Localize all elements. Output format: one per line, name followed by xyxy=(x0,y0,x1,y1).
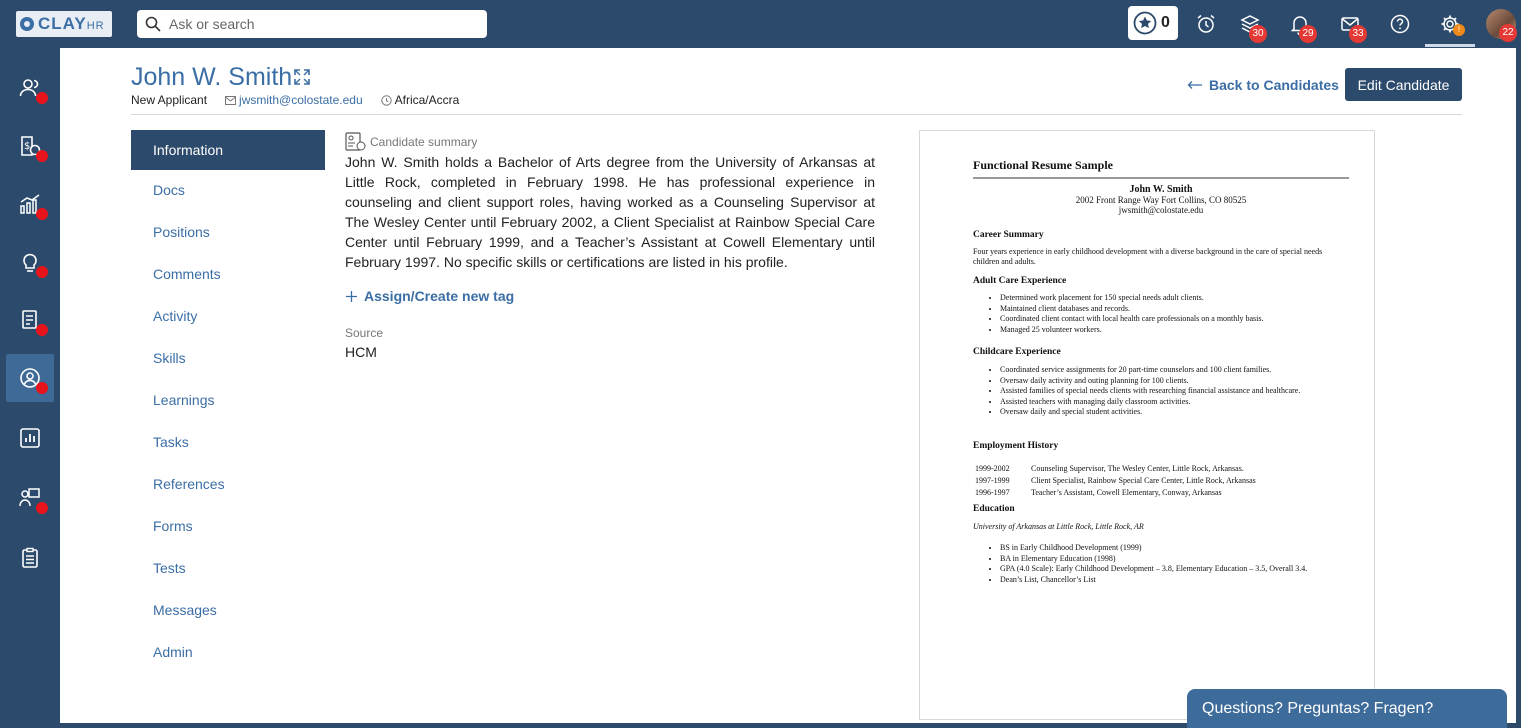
rail-notice-dot xyxy=(36,92,48,104)
notifications-button[interactable] xyxy=(1286,10,1314,38)
rail-notice-dot xyxy=(36,324,48,336)
emp-years: 1997-1999 xyxy=(975,476,1010,485)
rail-documents[interactable] xyxy=(6,296,54,344)
search-input[interactable] xyxy=(169,16,469,32)
logo-main: CLAY xyxy=(38,14,87,33)
top-bar xyxy=(0,0,1521,48)
envelope-icon xyxy=(225,96,236,105)
emp-role: Client Specialist, Rainbow Special Care Center, Little Rock, Arkansas xyxy=(1031,476,1256,485)
module-rail xyxy=(0,48,60,728)
table-row xyxy=(975,476,1256,486)
expand-icon[interactable] xyxy=(293,68,311,86)
list-item: • Assisted families of special needs clients with researching financial assistance and healthcare. xyxy=(1000,386,1320,397)
candidate-name: John W. Smith xyxy=(131,63,293,91)
tab-skills[interactable]: Skills xyxy=(153,350,186,366)
back-label: Back to Candidates xyxy=(1209,77,1339,93)
notifications-badge: 29 xyxy=(1299,25,1317,43)
tab-admin[interactable]: Admin xyxy=(153,644,193,660)
resume-adult-heading: Adult Care Experience xyxy=(973,276,1067,286)
emp-role: Counseling Supervisor, The Wesley Center, Little Rock, Arkansas. xyxy=(1031,464,1244,473)
tab-messages[interactable]: Messages xyxy=(153,602,217,618)
source-label: Source xyxy=(345,326,384,340)
logo-icon xyxy=(20,17,34,31)
messages-badge: 33 xyxy=(1349,25,1367,43)
search-icon xyxy=(145,16,161,32)
inbox-badge: 30 xyxy=(1249,25,1267,43)
rail-notice-dot xyxy=(36,382,48,394)
list-item: • Coordinated service assignments for 20 part-time counselors and 100 client families. xyxy=(1000,365,1320,376)
search-box[interactable] xyxy=(137,10,487,38)
header-divider xyxy=(131,114,1462,115)
resume-child-heading: Childcare Experience xyxy=(973,347,1061,357)
rail-notice-dot xyxy=(36,208,48,220)
emp-years: 1996-1997 xyxy=(975,488,1010,497)
resume-preview[interactable] xyxy=(919,130,1375,720)
ai-summary-icon xyxy=(345,132,367,152)
tab-positions[interactable]: Positions xyxy=(153,224,210,240)
help-button[interactable] xyxy=(1386,10,1414,38)
list-item: • GPA (4.0 Scale): Early Childhood Development – 3.8, Elementary Education – 3.5, Overall 3.4. xyxy=(1000,564,1320,575)
list-item: • BS in Early Childhood Development (1999) xyxy=(1000,543,1320,554)
help-chat-button[interactable]: Questions? Preguntas? Fragen? xyxy=(1187,689,1507,728)
app-logo[interactable] xyxy=(16,11,112,37)
rail-recruiting[interactable] xyxy=(6,354,54,402)
rail-checklists[interactable] xyxy=(6,534,54,582)
rail-notice-dot xyxy=(36,502,48,514)
emp-years: 1999-2002 xyxy=(975,464,1010,473)
resume-education-list xyxy=(1000,543,1320,585)
candidate-email: jwsmith@colostate.edu xyxy=(239,93,363,107)
rail-reports[interactable] xyxy=(6,414,54,462)
assign-tag-label: Assign/Create new tag xyxy=(364,288,515,304)
rail-people[interactable] xyxy=(6,64,54,112)
list-item: • Coordinated client contact with local health care professionals on a monthly basis. xyxy=(1000,314,1320,325)
resume-rule xyxy=(973,177,1349,179)
resume-adult-list xyxy=(1000,293,1320,335)
tab-references[interactable]: References xyxy=(153,476,225,492)
favorites-button[interactable] xyxy=(1128,6,1178,40)
resume-title: Functional Resume Sample xyxy=(973,158,1114,172)
resume-career-text: Four years experience in early childhood development with a diverse background in the care of special needs children and adults. xyxy=(973,247,1323,266)
assign-tag-link[interactable] xyxy=(345,288,514,304)
resume-email: jwsmith@colostate.edu xyxy=(1118,205,1204,215)
resume-employment-heading: Employment History xyxy=(973,441,1059,451)
settings-button[interactable] xyxy=(1436,10,1464,38)
tab-tasks[interactable]: Tasks xyxy=(153,434,189,450)
alarm-clock-icon xyxy=(1195,13,1217,35)
resume-header xyxy=(973,185,1349,215)
tab-comments[interactable]: Comments xyxy=(153,266,221,282)
settings-active-indicator xyxy=(1425,44,1475,47)
table-row xyxy=(975,488,1256,498)
clock-icon xyxy=(381,95,392,106)
clipboard-icon xyxy=(18,546,42,570)
arrow-left-icon xyxy=(1187,80,1203,90)
list-item: • BA in Elementary Education (1998) xyxy=(1000,554,1320,565)
bar-chart-icon xyxy=(18,426,42,450)
rail-notice-dot xyxy=(36,150,48,162)
resume-address: 2002 Front Range Way Fort Collins, CO 80525 xyxy=(1075,195,1247,205)
candidate-panel xyxy=(60,48,1516,723)
tab-docs[interactable]: Docs xyxy=(153,182,185,198)
avatar-badge: 22 xyxy=(1499,24,1517,42)
resume-child-list xyxy=(1000,365,1320,418)
list-item: • Managed 25 volunteer workers. xyxy=(1000,325,1320,336)
table-row xyxy=(975,464,1256,474)
logo-sub: HR xyxy=(86,20,105,32)
resume-employment-table xyxy=(973,462,1258,500)
source-value: HCM xyxy=(345,344,377,360)
question-icon xyxy=(1389,13,1411,35)
list-item: • Oversaw daily and special student activities. xyxy=(1000,407,1320,418)
list-item: • Dean’s List, Chancellor’s List xyxy=(1000,575,1320,586)
list-item: • Assisted teachers with managing daily classroom activities. xyxy=(1000,397,1320,408)
list-item: • Determined work placement for 150 special needs adult clients. xyxy=(1000,293,1320,304)
timezone-value: Africa/Accra xyxy=(394,93,460,107)
back-to-candidates-link[interactable] xyxy=(1187,77,1339,93)
rail-notice-dot xyxy=(36,266,48,278)
summary-label-text: Candidate summary xyxy=(370,135,478,149)
list-item: • Oversaw daily activity and outing planning for 100 clients. xyxy=(1000,376,1320,387)
rail-performance[interactable] xyxy=(6,180,54,228)
plus-icon xyxy=(345,290,358,303)
tab-information[interactable]: Information xyxy=(131,130,325,170)
star-icon xyxy=(1133,11,1157,35)
svg-text:$: $ xyxy=(24,141,31,152)
tab-forms[interactable]: Forms xyxy=(153,518,193,534)
timer-button[interactable] xyxy=(1192,10,1220,38)
rail-training[interactable] xyxy=(6,474,54,522)
favorites-count: 0 xyxy=(1161,14,1170,31)
tab-activity[interactable]: Activity xyxy=(153,308,198,324)
resume-education-heading: Education xyxy=(973,504,1015,514)
messages-button[interactable] xyxy=(1336,10,1364,38)
candidate-status: New Applicant xyxy=(131,93,208,107)
candidate-email-link[interactable] xyxy=(225,93,363,107)
edit-candidate-button[interactable]: Edit Candidate xyxy=(1345,68,1462,101)
rail-payroll[interactable] xyxy=(6,122,54,170)
tab-learnings[interactable]: Learnings xyxy=(153,392,215,408)
candidate-timezone xyxy=(381,93,460,107)
emp-role: Teacher’s Assistant, Cowell Elementary, Conway, Arkansas xyxy=(1031,488,1222,497)
resume-school: University of Arkansas at Little Rock, Little Rock, AR xyxy=(973,522,1144,531)
resume-career-heading: Career Summary xyxy=(973,230,1044,240)
candidate-meta xyxy=(131,93,459,107)
inbox-button[interactable] xyxy=(1236,10,1264,38)
candidate-summary: John W. Smith holds a Bachelor of Arts degree from the University of Arkansas at Little Rock, completed in February 1998. He has professional experience in counseling and client support roles, having worked as a Counseling Supervisor at The Wesley Center until February 2002, a Client Specialist at Rainbow Special Care Center until February 1999, and a Teacher’s Assistant at Cowell Elementary until February 1997. No specific skills or certifications are listed in his profile. xyxy=(345,154,875,270)
resume-name: John W. Smith xyxy=(1129,184,1193,195)
settings-badge: ! xyxy=(1453,24,1465,36)
tab-tests[interactable]: Tests xyxy=(153,560,186,576)
candidate-summary-label xyxy=(345,132,477,152)
candidate-nav xyxy=(131,130,325,674)
rail-ideas[interactable] xyxy=(6,238,54,286)
list-item: • Maintained client databases and records. xyxy=(1000,304,1320,315)
